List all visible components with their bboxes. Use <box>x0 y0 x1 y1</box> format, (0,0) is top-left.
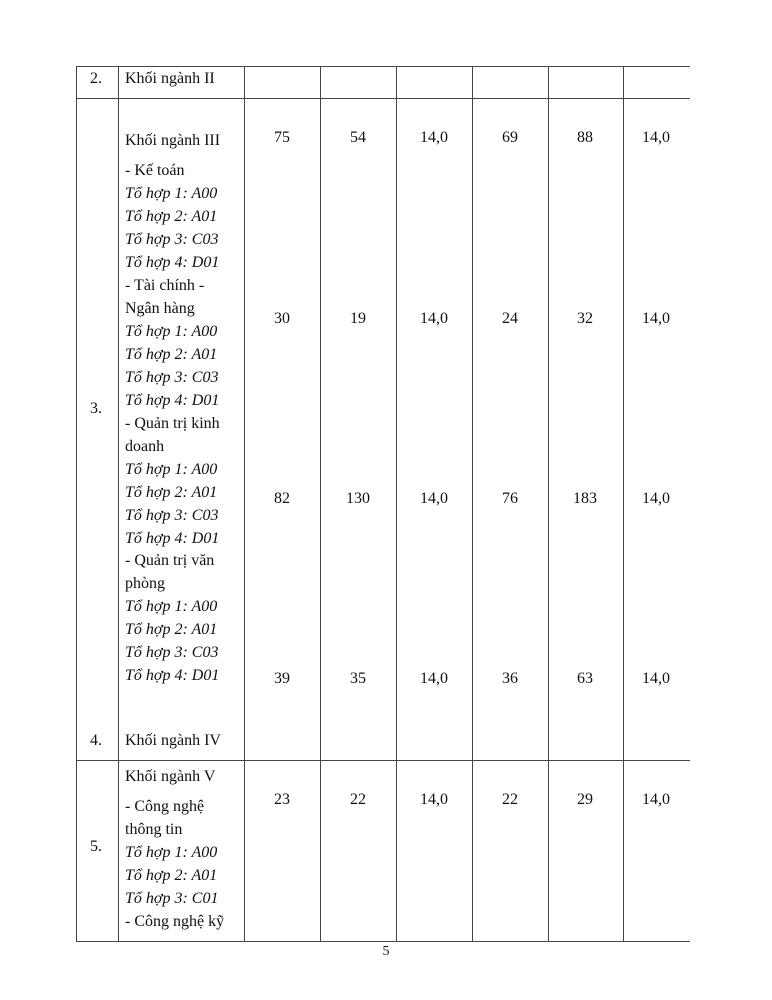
group-title: Khối ngành IV <box>125 732 221 749</box>
combo-item: Tổ hợp 4: D01 <box>125 667 220 684</box>
major-name: phòng <box>125 575 165 592</box>
value-cell: 82 <box>274 490 290 507</box>
group-title: Khối ngành III <box>125 132 221 149</box>
value-cell: 32 <box>577 310 593 327</box>
value-cell: 23 <box>274 791 290 808</box>
value-cell: 14,0 <box>642 490 670 507</box>
combo-item: Tổ hợp 1: A00 <box>125 185 218 202</box>
value-cell: 75 <box>274 129 290 146</box>
major-name: thông tin <box>125 821 183 838</box>
value-cell: 14,0 <box>642 791 670 808</box>
row-number: 4. <box>90 732 102 749</box>
value-cell: 36 <box>502 670 518 687</box>
combo-item: Tổ hợp 3: C03 <box>125 231 219 248</box>
value-cell: 14,0 <box>420 310 448 327</box>
value-cell: 19 <box>350 310 366 327</box>
major-name: - Kế toán <box>125 162 185 179</box>
combo-item: Tổ hợp 1: A00 <box>125 323 218 340</box>
major-name: - Quản trị văn <box>125 552 215 569</box>
major-name: - Công nghệ kỹ <box>125 913 225 930</box>
table-col-divider <box>472 66 473 941</box>
combo-item: Tổ hợp 4: D01 <box>125 530 220 547</box>
table-col-divider <box>320 66 321 941</box>
combo-item: Tổ hợp 3: C03 <box>125 369 219 386</box>
value-cell: 130 <box>346 490 370 507</box>
combo-item: Tổ hợp 1: A00 <box>125 598 218 615</box>
combo-item: Tổ hợp 4: D01 <box>125 254 220 271</box>
table-border-left <box>76 66 77 941</box>
group-title: Khối ngành II <box>125 70 215 87</box>
table-border-bottom <box>76 941 690 942</box>
major-name: Ngân hàng <box>125 300 195 317</box>
value-cell: 14,0 <box>420 670 448 687</box>
combo-item: Tổ hợp 2: A01 <box>125 621 218 638</box>
value-cell: 54 <box>350 129 366 146</box>
value-cell: 88 <box>577 129 593 146</box>
table-col-divider <box>396 66 397 941</box>
value-cell: 22 <box>350 791 366 808</box>
major-name: - Công nghệ <box>125 798 205 815</box>
value-cell: 30 <box>274 310 290 327</box>
value-cell: 14,0 <box>420 129 448 146</box>
value-cell: 14,0 <box>642 670 670 687</box>
value-cell: 14,0 <box>642 129 670 146</box>
table-col-divider <box>244 66 245 941</box>
value-cell: 14,0 <box>420 791 448 808</box>
value-cell: 24 <box>502 310 518 327</box>
combo-item: Tổ hợp 3: C01 <box>125 890 219 907</box>
value-cell: 63 <box>577 670 593 687</box>
row-number: 5. <box>90 838 102 855</box>
combo-item: Tổ hợp 3: C03 <box>125 507 219 524</box>
group-title: Khối ngành V <box>125 768 216 785</box>
value-cell: 183 <box>573 490 597 507</box>
table-col-divider <box>623 66 624 941</box>
combo-item: Tổ hợp 2: A01 <box>125 867 218 884</box>
page-number: 5 <box>382 944 390 959</box>
value-cell: 22 <box>502 791 518 808</box>
table-row-divider <box>76 760 690 761</box>
value-cell: 69 <box>502 129 518 146</box>
combo-item: Tổ hợp 2: A01 <box>125 346 218 363</box>
table-border-top <box>76 66 690 67</box>
table-col-divider <box>548 66 549 941</box>
major-name: - Tài chính - <box>125 277 205 294</box>
table-row-divider <box>76 98 690 99</box>
row-number: 3. <box>90 400 102 417</box>
combo-item: Tổ hợp 3: C03 <box>125 644 219 661</box>
value-cell: 39 <box>274 670 290 687</box>
combo-item: Tổ hợp 1: A00 <box>125 461 218 478</box>
table-col-divider <box>118 66 119 941</box>
combo-item: Tổ hợp 1: A00 <box>125 844 218 861</box>
combo-item: Tổ hợp 2: A01 <box>125 484 218 501</box>
value-cell: 76 <box>502 490 518 507</box>
combo-item: Tổ hợp 4: D01 <box>125 392 220 409</box>
major-name: doanh <box>125 438 165 455</box>
row-number: 2. <box>90 70 102 87</box>
major-name: - Quản trị kinh <box>125 415 220 432</box>
value-cell: 35 <box>350 670 366 687</box>
combo-item: Tổ hợp 2: A01 <box>125 208 218 225</box>
value-cell: 14,0 <box>420 490 448 507</box>
value-cell: 14,0 <box>642 310 670 327</box>
value-cell: 29 <box>577 791 593 808</box>
